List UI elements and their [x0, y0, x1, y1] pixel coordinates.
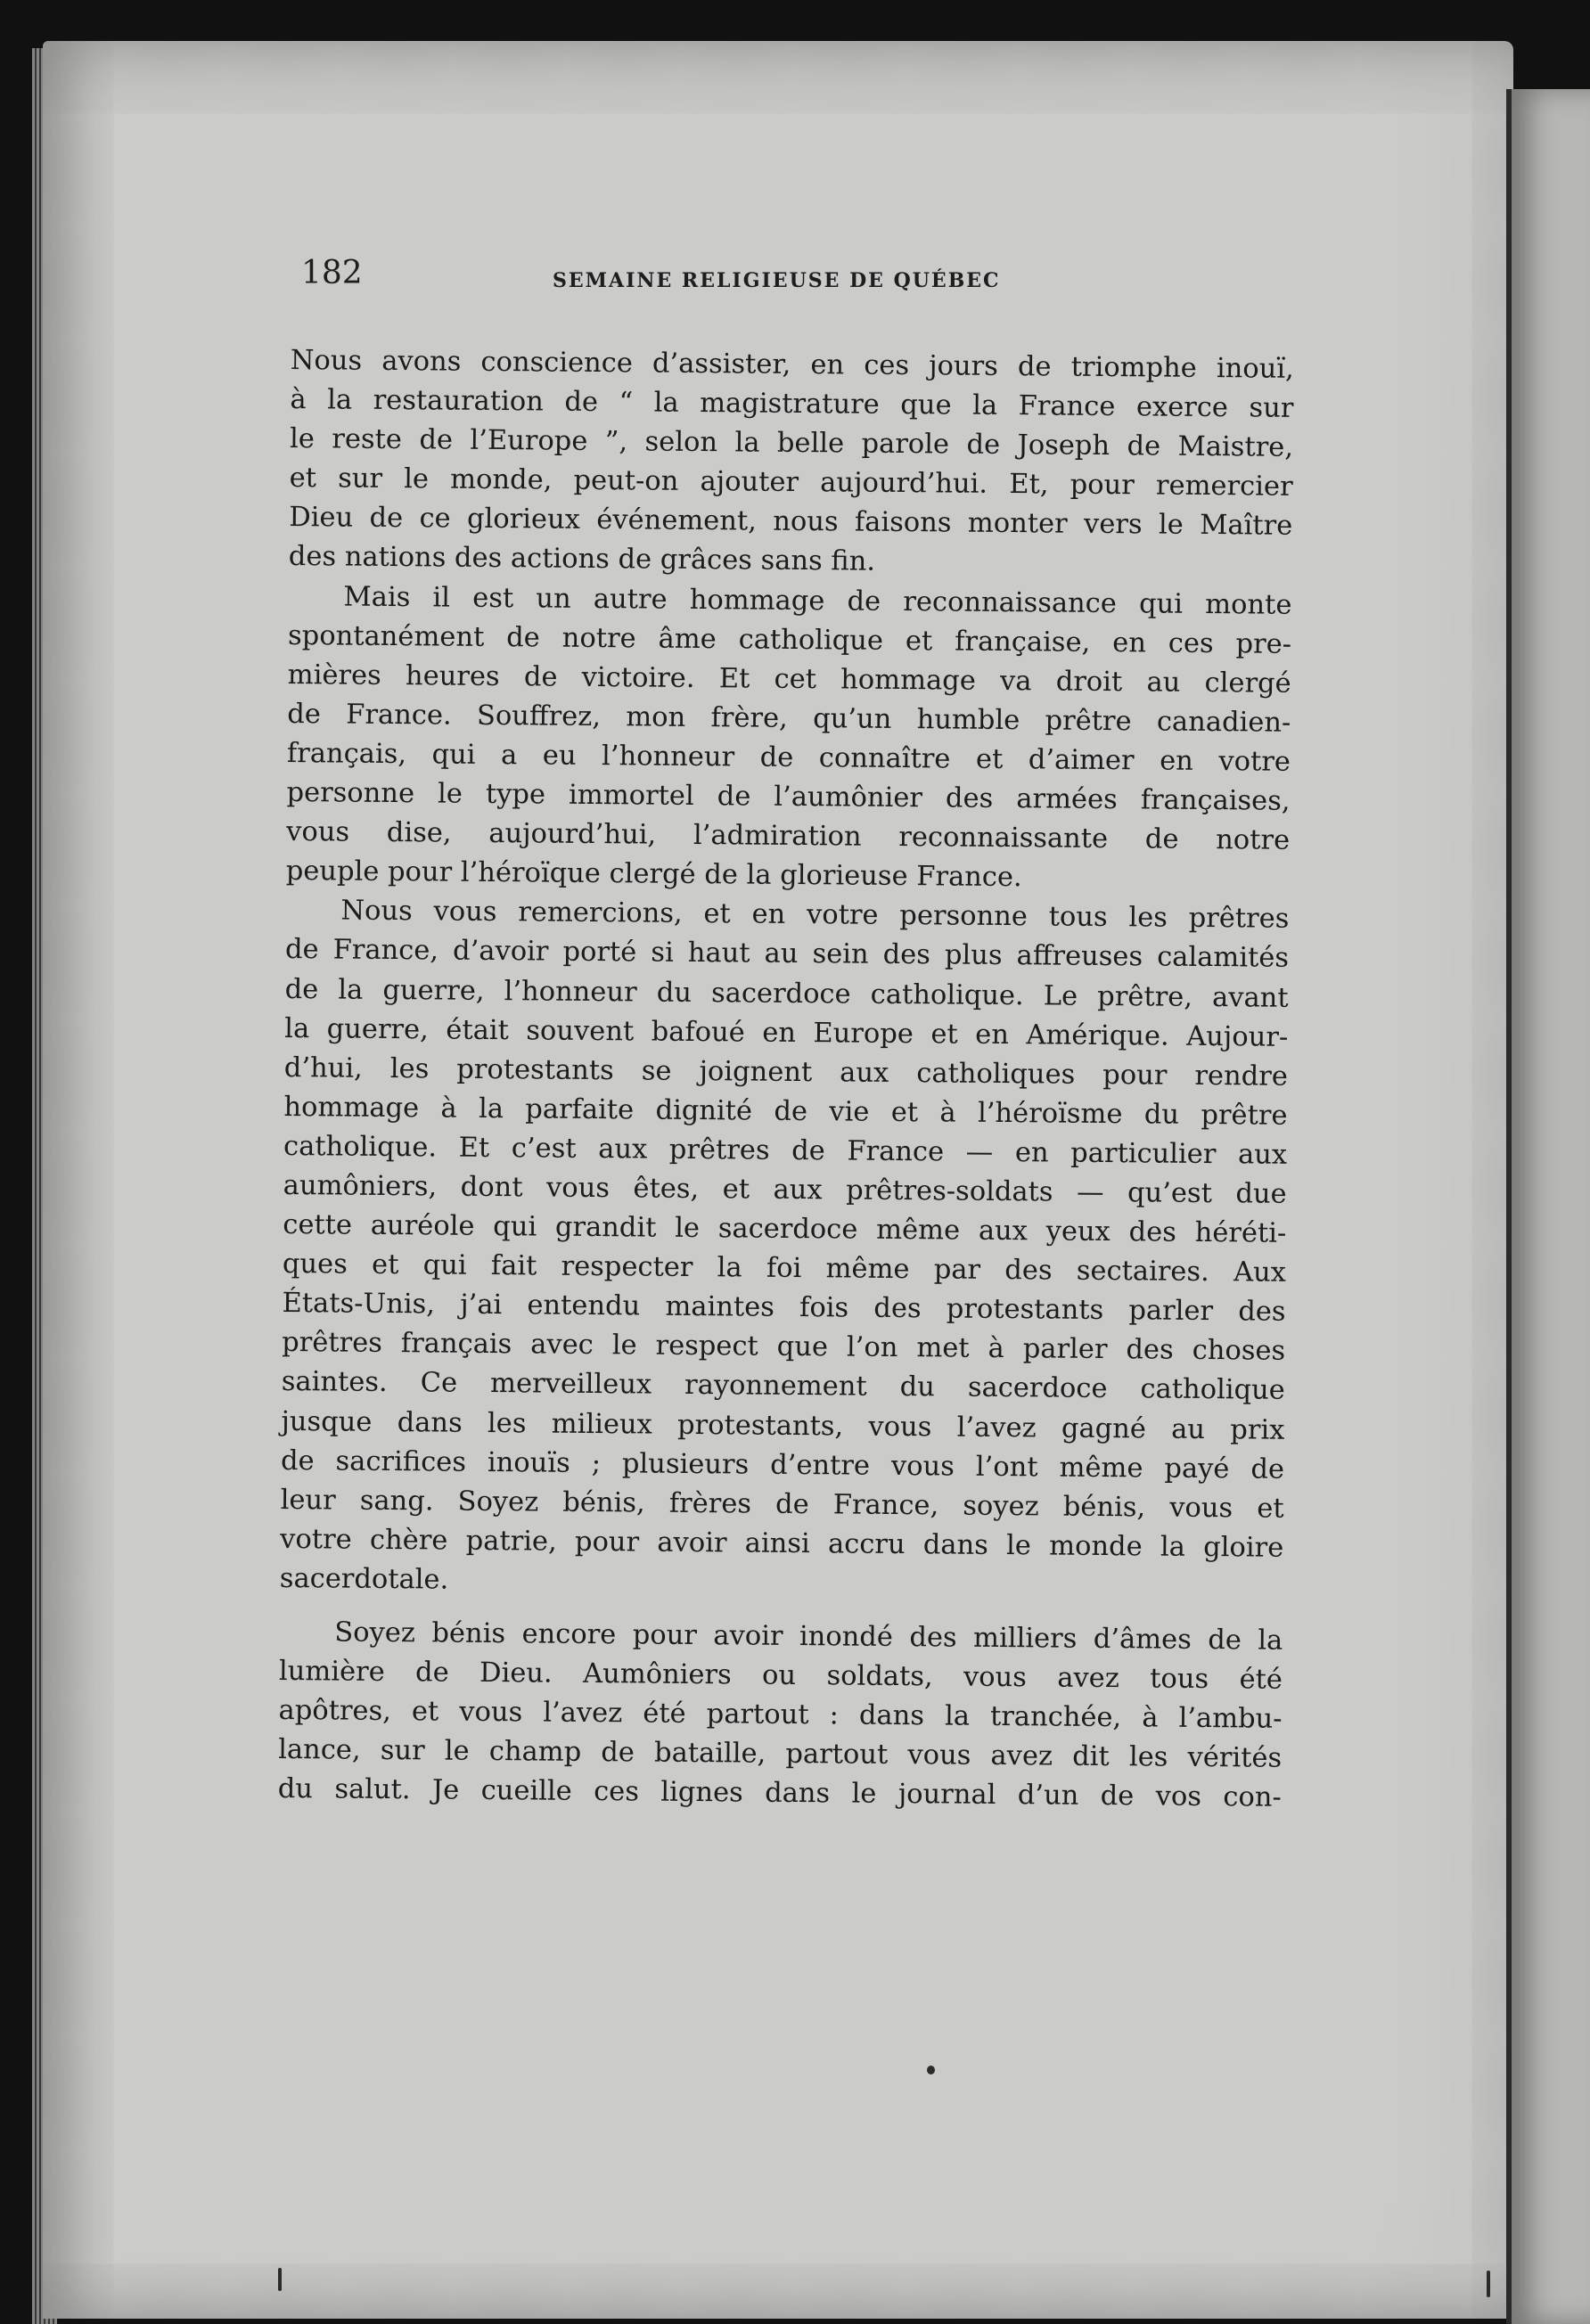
dust-speck — [927, 2066, 935, 2074]
paragraph-first-line: Soyez bénis encore pour avoir inondé des milliers d’âmes de la — [334, 1616, 1283, 1657]
body-text — [278, 341, 1294, 1818]
text-line: peuple pour l’héroïque clergé de la glorieuse France. — [285, 855, 1022, 894]
text-line: de sacrifices inouïs ; plusieurs d’entre vous l’ont même payé de — [280, 1444, 1285, 1485]
text-line: apôtres, et vous l’avez été partout : dans la tranchée, à l’ambu- — [278, 1695, 1283, 1735]
dust-speck — [278, 2268, 282, 2291]
text-line: à la restauration de “ la magistrature que la France exerce sur — [290, 384, 1294, 424]
text-line: de la guerre, l’honneur du sacerdoce catholique. Le prêtre, avant — [284, 973, 1289, 1014]
text-line: aumôniers, dont vous êtes, et aux prêtres-soldats — qu’est due — [283, 1169, 1287, 1210]
text-line: ques et qui fait respecter la foi même par des sectaires. Aux — [282, 1248, 1287, 1289]
paragraph-first-line: Mais il est un autre hommage de reconnaissance qui monte — [343, 581, 1292, 621]
text-line: le reste de l’Europe ”, selon la belle parole de Joseph de Maistre, — [289, 423, 1294, 464]
facing-page-edge — [1506, 89, 1590, 2324]
text-line: français, qui a eu l’honneur de connaître et d’aimer en votre — [286, 737, 1291, 778]
text-line: leur sang. Soyez bénis, frères de France, soyez bénis, vous et — [280, 1484, 1284, 1525]
text-line: des nations des actions de grâces sans fin. — [288, 541, 876, 578]
text-line: de France, d’avoir porté si haut au sein des plus affreuses calamités — [284, 934, 1290, 975]
text-line: hommage à la parfaite dignité de vie et à l’héroïsme du prêtre — [283, 1091, 1288, 1132]
text-line: et sur le monde, peut-on ajouter aujourd’hui. Et, pour remercier — [289, 462, 1293, 503]
text-line: jusque dans les milieux protestants, vous l’avez gagné au prix — [281, 1405, 1285, 1446]
text-line: sacerdotale. — [279, 1562, 449, 1596]
text-line: de France. Souffrez, mon frère, qu’un humble prêtre canadien- — [287, 698, 1291, 739]
page-number: 182 — [301, 255, 363, 291]
text-line: saintes. Ce merveilleux rayonnement du sacerdoce catholique — [281, 1366, 1285, 1407]
text-line: prêtres français avec le respect que l’on met à parler des choses — [282, 1327, 1286, 1368]
text-line: lumière de Dieu. Aumôniers ou soldats, vous avez tous été — [278, 1656, 1283, 1696]
text-line: spontanément de notre âme catholique et française, en ces pre- — [287, 619, 1292, 660]
dust-speck — [1487, 2271, 1490, 2297]
text-line: Nous avons conscience d’assister, en ces jours de triomphe inouï, — [290, 344, 1294, 385]
text-line: Dieu de ce glorieux événement, nous faisons monter vers le Maître — [289, 502, 1293, 543]
text-line: votre chère patrie, pour avoir ainsi accru dans le monde la gloire — [280, 1523, 1284, 1564]
paragraph-first-line: Nous vous remercions, et en votre personne tous les prêtres — [340, 895, 1290, 936]
running-head: SEMAINE RELIGIEUSE DE QUÉBEC — [553, 269, 1001, 292]
text-line: lance, sur le champ de bataille, partout vous avez dit les vérités — [278, 1734, 1283, 1775]
page-header — [294, 251, 1346, 305]
text-line: vous dise, aujourd’hui, l’admiration reconnaissante de notre — [286, 816, 1291, 856]
text-line: personne le type immortel de l’aumônier des armées françaises, — [286, 777, 1291, 817]
text-line: d’hui, les protestants se joignent aux catholiques pour rendre — [283, 1052, 1288, 1092]
text-line: mières heures de victoire. Et cet hommage va droit au clergé — [287, 659, 1291, 700]
text-line: catholique. Et c’est aux prêtres de France — en particulier aux — [283, 1130, 1288, 1171]
text-line: États-Unis, j’ai entendu maintes fois des protestants parler des — [282, 1288, 1286, 1329]
text-line: la guerre, était souvent bafoué en Europe et en Amérique. Aujour- — [284, 1012, 1289, 1053]
text-line: du salut. Je cueille ces lignes dans le journal d’un de vos con- — [277, 1773, 1282, 1814]
text-line: cette auréole qui grandit le sacerdoce même aux yeux des héréti- — [283, 1209, 1287, 1249]
